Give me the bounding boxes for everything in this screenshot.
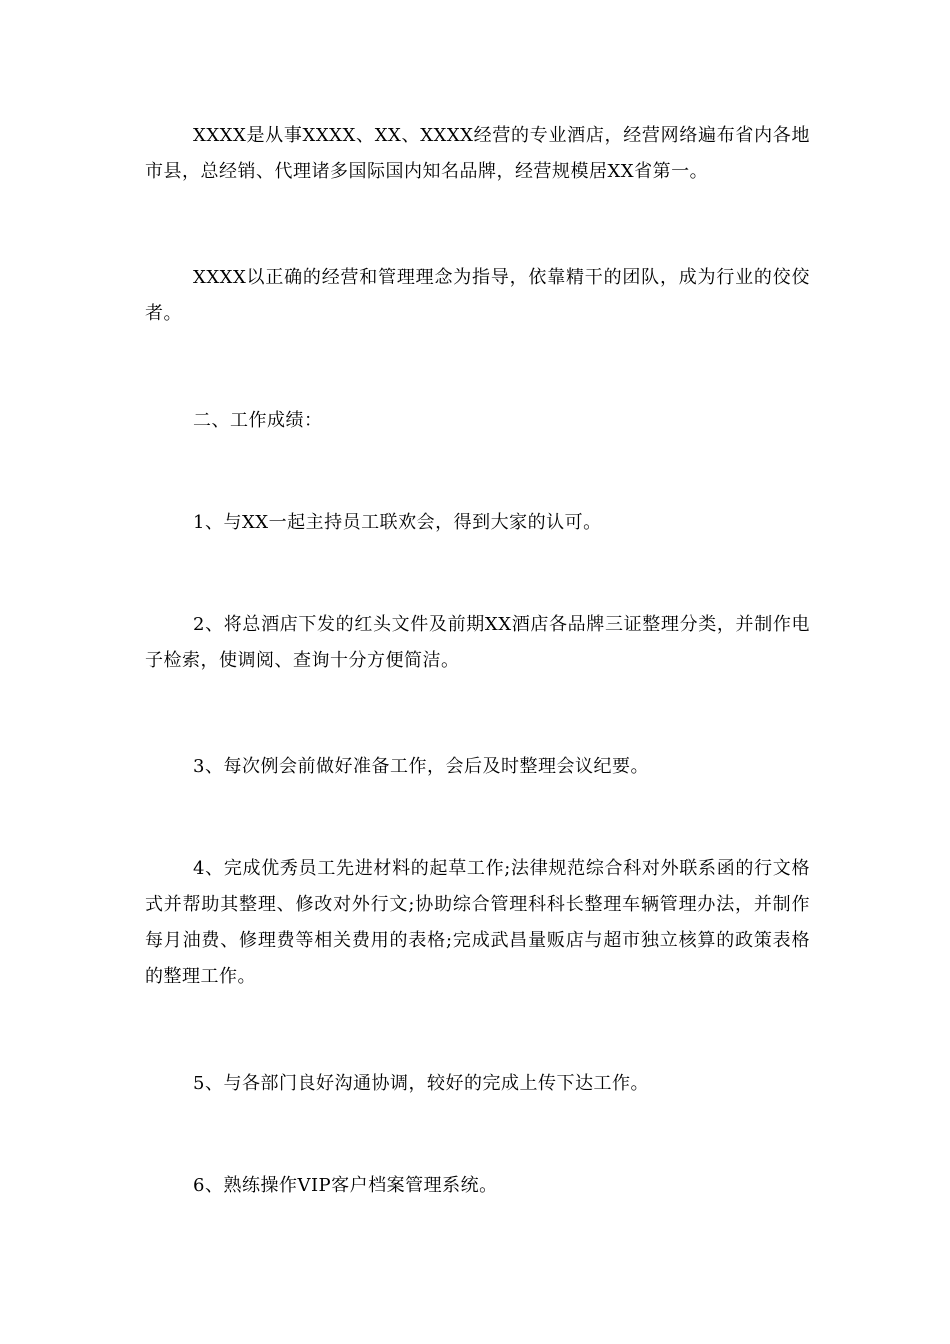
paragraph-company-intro: XXXX是从事XXXX、XX、XXXX经营的专业酒店，经营网络遍布省内各地市县，总经销、代理诸多国际国内知名品牌，经营规模居XX省第一。: [145, 125, 810, 182]
list-item-achievement-6: 6、熟练操作VIP客户档案管理系统。: [193, 1175, 498, 1196]
section-heading-achievements: 二、工作成绩：: [193, 410, 323, 431]
list-item-achievement-3: 3、每次例会前做好准备工作，会后及时整理会议纪要。: [193, 756, 649, 777]
list-item-achievement-1: 1、与XX一起主持员工联欢会，得到大家的认可。: [193, 512, 602, 533]
paragraph-company-philosophy: XXXX以正确的经营和管理理念为指导，依靠精干的团队，成为行业的佼佼者。: [145, 267, 810, 324]
list-item-achievement-5: 5、与各部门良好沟通协调，较好的完成上传下达工作。: [193, 1073, 649, 1094]
list-item-achievement-2: 2、将总酒店下发的红头文件及前期XX酒店各品牌三证整理分类，并制作电子检索，使调阅、查询十分方便简洁。: [145, 614, 810, 671]
list-item-achievement-4: 4、完成优秀员工先进材料的起草工作;法律规范综合科对外联系函的行文格式并帮助其整理、修改对外行文;协助综合管理科科长整理车辆管理办法，并制作每月油费、修理费等相关费用的表格;完成武昌量贩店与超市独立核算的政策表格的整理工作。: [145, 858, 810, 987]
